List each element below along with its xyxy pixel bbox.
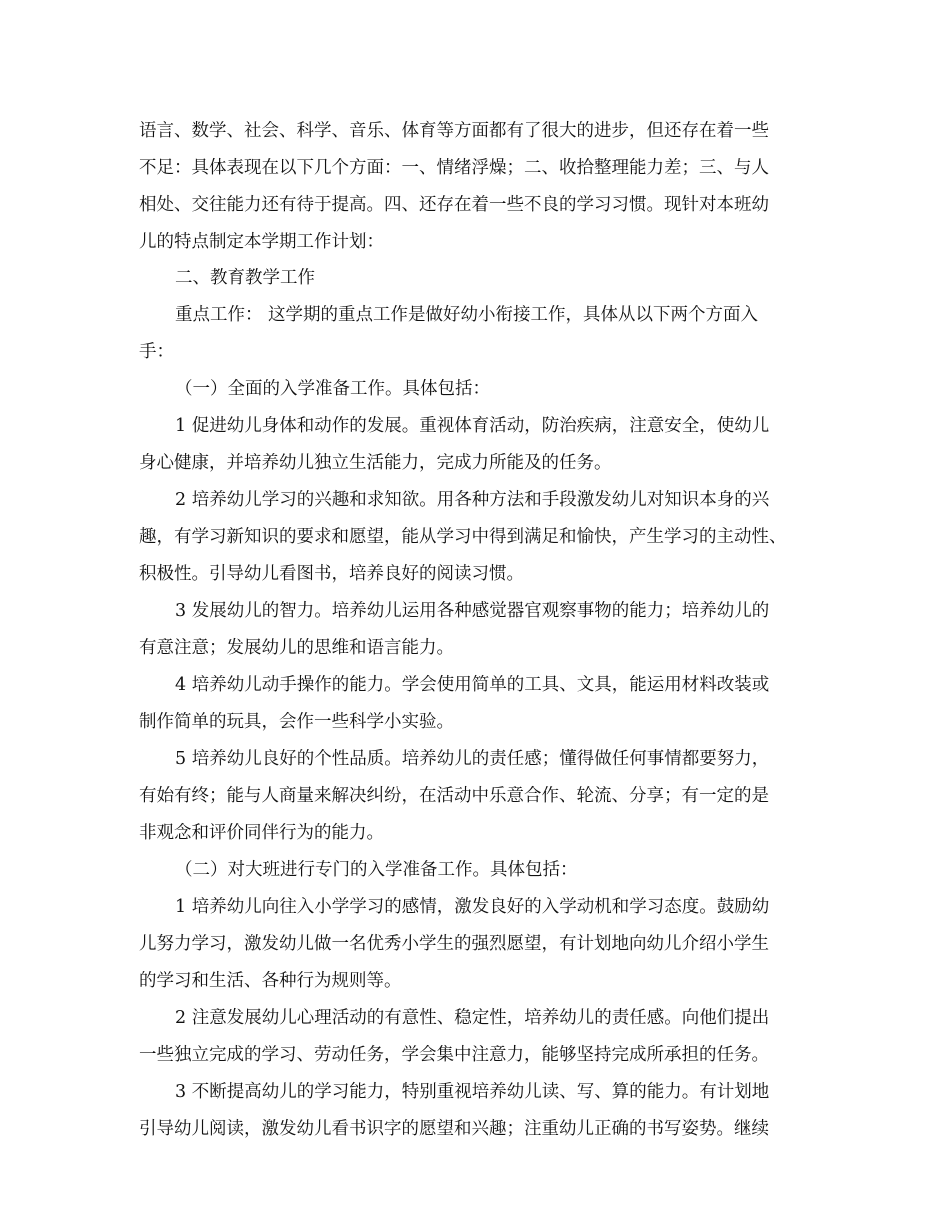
body-text-line: 积极性。引导幼儿看图书，培养良好的阅读习惯。 bbox=[139, 564, 524, 584]
body-text-line: 4 培养幼儿动手操作的能力。学会使用简单的工具、文具，能运用材料改装或 bbox=[175, 675, 770, 695]
body-text-line: 制作简单的玩具，会作一些科学小实验。 bbox=[139, 712, 454, 732]
body-text-line: 3 发展幼儿的智力。培养幼儿运用各种感觉器官观察事物的能力；培养幼儿的 bbox=[175, 601, 770, 621]
body-text-line: 手： bbox=[139, 342, 174, 362]
section-heading: 二、教育教学工作 bbox=[175, 268, 315, 288]
subsection-heading: （二）对大班进行专门的入学准备工作。具体包括： bbox=[175, 860, 578, 880]
body-text-line: 身心健康，并培养幼儿独立生活能力，完成力所能及的任务。 bbox=[139, 453, 612, 473]
body-text-line: 有始有终；能与人商量来解决纠纷，在活动中乐意合作、轮流、分享；有一定的是 bbox=[139, 786, 769, 806]
subsection-heading: （一）全面的入学准备工作。具体包括： bbox=[175, 379, 490, 399]
body-text-line: 有意注意；发展幼儿的思维和语言能力。 bbox=[139, 638, 454, 658]
body-text-line: 语言、数学、社会、科学、音乐、体育等方面都有了很大的进步，但还存在着一些 bbox=[139, 121, 769, 141]
body-text-line: 非观念和评价同伴行为的能力。 bbox=[139, 823, 384, 843]
body-text-line: 3 不断提高幼儿的学习能力，特别重视培养幼儿读、写、算的能力。有计划地 bbox=[175, 1082, 770, 1102]
body-text-line: 不足：具体表现在以下几个方面：一、情绪浮燥；二、收拾整理能力差；三、与人 bbox=[139, 158, 769, 178]
body-text-line: 的学习和生活、各种行为规则等。 bbox=[139, 971, 402, 991]
body-text-line: 1 促进幼儿身体和动作的发展。重视体育活动，防治疾病，注意安全，使幼儿 bbox=[175, 416, 770, 436]
body-text-line: 儿努力学习，激发幼儿做一名优秀小学生的强烈愿望，有计划地向幼儿介绍小学生 bbox=[139, 934, 769, 954]
body-text-line: 趣，有学习新知识的要求和愿望，能从学习中得到满足和愉快，产生学习的主动性、 bbox=[139, 527, 787, 547]
body-text-line: 一些独立完成的学习、劳动任务，学会集中注意力，能够坚持完成所承担的任务。 bbox=[139, 1045, 769, 1065]
body-text-line: 2 培养幼儿学习的兴趣和求知欲。用各种方法和手段激发幼儿对知识本身的兴 bbox=[175, 490, 770, 510]
body-text-line: 2 注意发展幼儿心理活动的有意性、稳定性，培养幼儿的责任感。向他们提出 bbox=[175, 1008, 770, 1028]
body-text-line: 1 培养幼儿向往入小学学习的感情，激发良好的入学动机和学习态度。鼓励幼 bbox=[175, 897, 770, 917]
body-text-line: 引导幼儿阅读，激发幼儿看书识字的愿望和兴趣；注重幼儿正确的书写姿势。继续 bbox=[139, 1119, 769, 1139]
body-text-line: 5 培养幼儿良好的个性品质。培养幼儿的责任感；懂得做任何事情都要努力， bbox=[175, 749, 770, 769]
body-text-line: 相处、交往能力还有待于提高。四、还存在着一些不良的学习习惯。现针对本班幼 bbox=[139, 195, 769, 215]
body-text-line: 儿的特点制定本学期工作计划： bbox=[139, 232, 384, 252]
body-text-line: 重点工作： 这学期的重点工作是做好幼小衔接工作，具体从以下两个方面入 bbox=[175, 305, 759, 325]
